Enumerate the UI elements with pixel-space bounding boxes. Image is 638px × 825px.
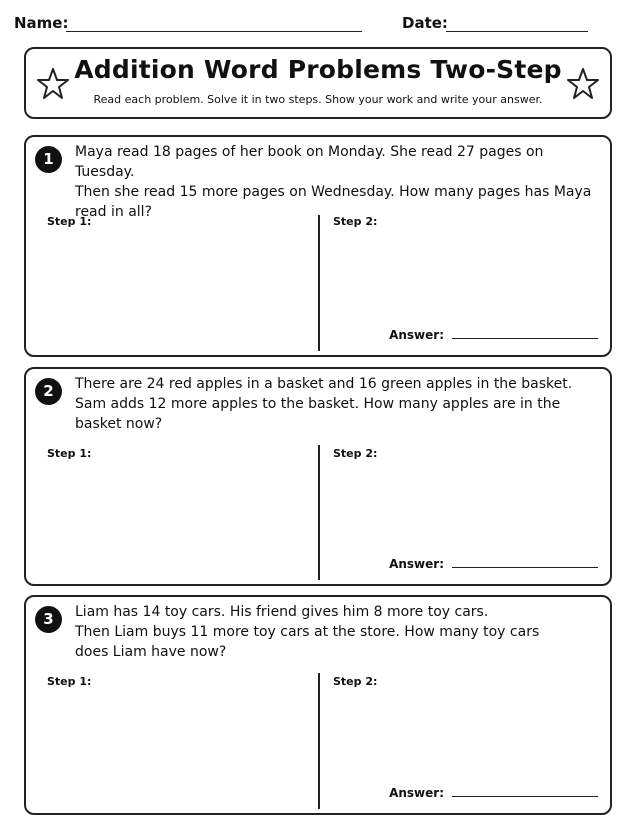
problem-line: Sam adds 12 more apples to the basket. How many apples are in the [75,396,561,412]
name-label: Name: [14,14,69,32]
name-date-row [14,14,624,38]
step-1-label: Step 1: [47,215,92,228]
answer-label: Answer: [389,557,444,571]
answer-label: Answer: [389,328,444,342]
divider [318,673,320,809]
problem-number: 3 [35,606,62,633]
answer-row [389,785,598,800]
step-2-label: Step 2: [333,675,378,688]
divider [318,445,320,580]
answer-field[interactable] [452,785,598,797]
instructions: Read each problem. Solve it in two steps. Show your work and write your answer. [93,93,543,106]
problem-number: 1 [35,146,62,173]
problem-line: Then Liam buys 11 more toy cars at the store. How many toy cars [75,624,540,640]
answer-label: Answer: [389,786,444,800]
answer-field[interactable] [452,327,598,339]
problem-line: basket now? [75,416,163,432]
problem-text [75,142,600,222]
title-box [24,47,612,119]
problem-line: does Liam have now? [75,644,227,660]
problem-line: Liam has 14 toy cars. His friend gives him 8 more toy cars. [75,604,489,620]
problem-number: 2 [35,378,62,405]
problem-line: There are 24 red apples in a basket and 16 green apples in the basket. [75,376,573,392]
problem-line: Maya read 18 pages of her book on Monday. She read 27 pages on Tuesday. [75,144,544,180]
star-icon [566,67,600,101]
problem-line: Then she read 15 more pages on Wednesday. How many pages has Maya [75,184,592,200]
step-1-label: Step 1: [47,675,92,688]
step-2-label: Step 2: [333,447,378,460]
problem-card [24,367,612,586]
date-field[interactable] [446,14,588,32]
problem-text [75,602,600,662]
problem-card [24,595,612,815]
answer-field[interactable] [452,556,598,568]
problem-card [24,135,612,357]
problem-text [75,374,600,434]
date-label: Date: [402,14,448,32]
answer-row [389,556,598,571]
answer-row [389,327,598,342]
page-title: Addition Word Problems Two-Step [74,55,562,84]
divider [318,215,320,351]
name-field[interactable] [66,14,362,32]
step-1-label: Step 1: [47,447,92,460]
step-2-label: Step 2: [333,215,378,228]
problem-line: read in all? [75,204,152,220]
